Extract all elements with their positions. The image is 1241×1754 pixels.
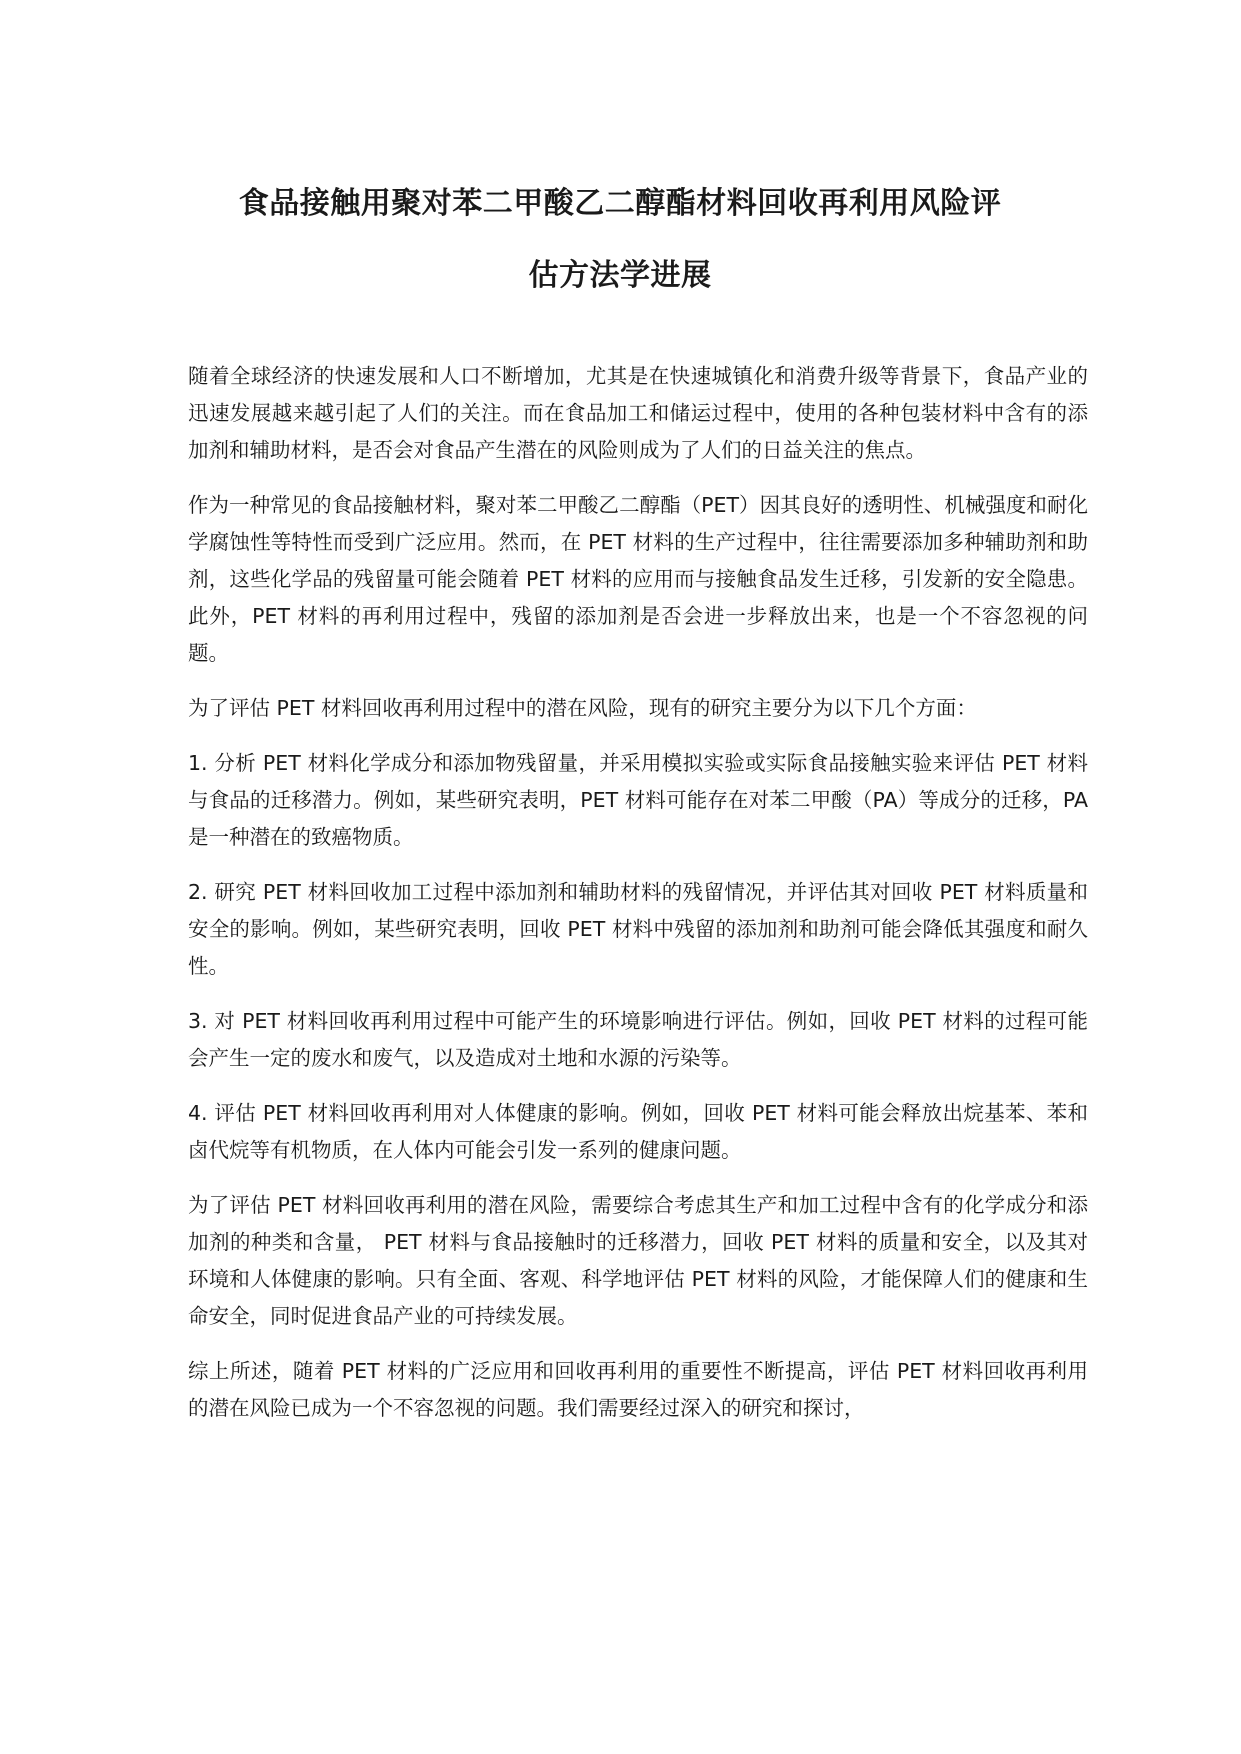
document-title bbox=[190, 168, 1050, 312]
paragraph-conclusion: 综上所述，随着 PET 材料的广泛应用和回收再利用的重要性不断提高，评估 PET 材料回收再利用的潜在风险已成为一个不容忽视的问题。我们需要经过深入的研究和探讨， bbox=[188, 1359, 1088, 1420]
paragraph-intro: 随着全球经济的快速发展和人口不断增加，尤其是在快速城镇化和消费升级等背景下，食品产业的迅速发展越来越引起了人们的关注。而在食品加工和储运过程中，使用的各种包装材料中含有的添加剂和辅助材料，是否会对食品产生潜在的风险则成为了人们的日益关注的焦点。 bbox=[188, 364, 1088, 462]
list-item-1: 1. 分析 PET 材料化学成分和添加物残留量，并采用模拟实验或实际食品接触实验来评估 PET 材料与食品的迁移潜力。例如，某些研究表明，PET 材料可能存在对苯二甲酸（PA）等成分的迁移，PA 是一种潜在的致癌物质。 bbox=[188, 751, 1088, 849]
paragraph-evaluation: 为了评估 PET 材料回收再利用的潜在风险，需要综合考虑其生产和加工过程中含有的化学成分和添加剂的种类和含量， PET 材料与食品接触时的迁移潜力，回收 PET 材料的质量和安全，以及其对环境和人体健康的影响。只有全面、客观、科学地评估 PET 材料的风险，才能保障人们的健康和生命安全，同时促进食品产业的可持续发展。 bbox=[188, 1193, 1088, 1328]
list-item-3: 3. 对 PET 材料回收再利用过程中可能产生的环境影响进行评估。例如，回收 PET 材料的过程可能会产生一定的废水和废气，以及造成对土地和水源的污染等。 bbox=[188, 1009, 1088, 1070]
list-item-4: 4. 评估 PET 材料回收再利用对人体健康的影响。例如，回收 PET 材料可能会释放出烷基苯、苯和卤代烷等有机物质，在人体内可能会引发一系列的健康问题。 bbox=[188, 1101, 1088, 1162]
paragraph-research-overview: 为了评估 PET 材料回收再利用过程中的潜在风险，现有的研究主要分为以下几个方面： bbox=[188, 696, 977, 720]
document-body bbox=[188, 358, 1088, 1445]
title-line-2: 估方法学进展 bbox=[528, 258, 712, 293]
paragraph-pet-background: 作为一种常见的食品接触材料，聚对苯二甲酸乙二醇酯（PET）因其良好的透明性、机械强度和耐化学腐蚀性等特性而受到广泛应用。然而，在 PET 材料的生产过程中，往往需要添加多种辅助剂和助剂，这些化学品的残留量可能会随着 PET 材料的应用而与接触食品发生迁移，引发新的安全隐患。此外，PET 材料的再利用过程中，残留的添加剂是否会进一步释放出来，也是一个不容忽视的问题。 bbox=[188, 493, 1088, 665]
title-line-1: 食品接触用聚对苯二甲酸乙二醇酯材料回收再利用风险评 bbox=[238, 186, 1002, 221]
list-item-2: 2. 研究 PET 材料回收加工过程中添加剂和辅助材料的残留情况，并评估其对回收 PET 材料质量和安全的影响。例如，某些研究表明，回收 PET 材料中残留的添加剂和助剂可能会降低其强度和耐久性。 bbox=[188, 880, 1088, 978]
